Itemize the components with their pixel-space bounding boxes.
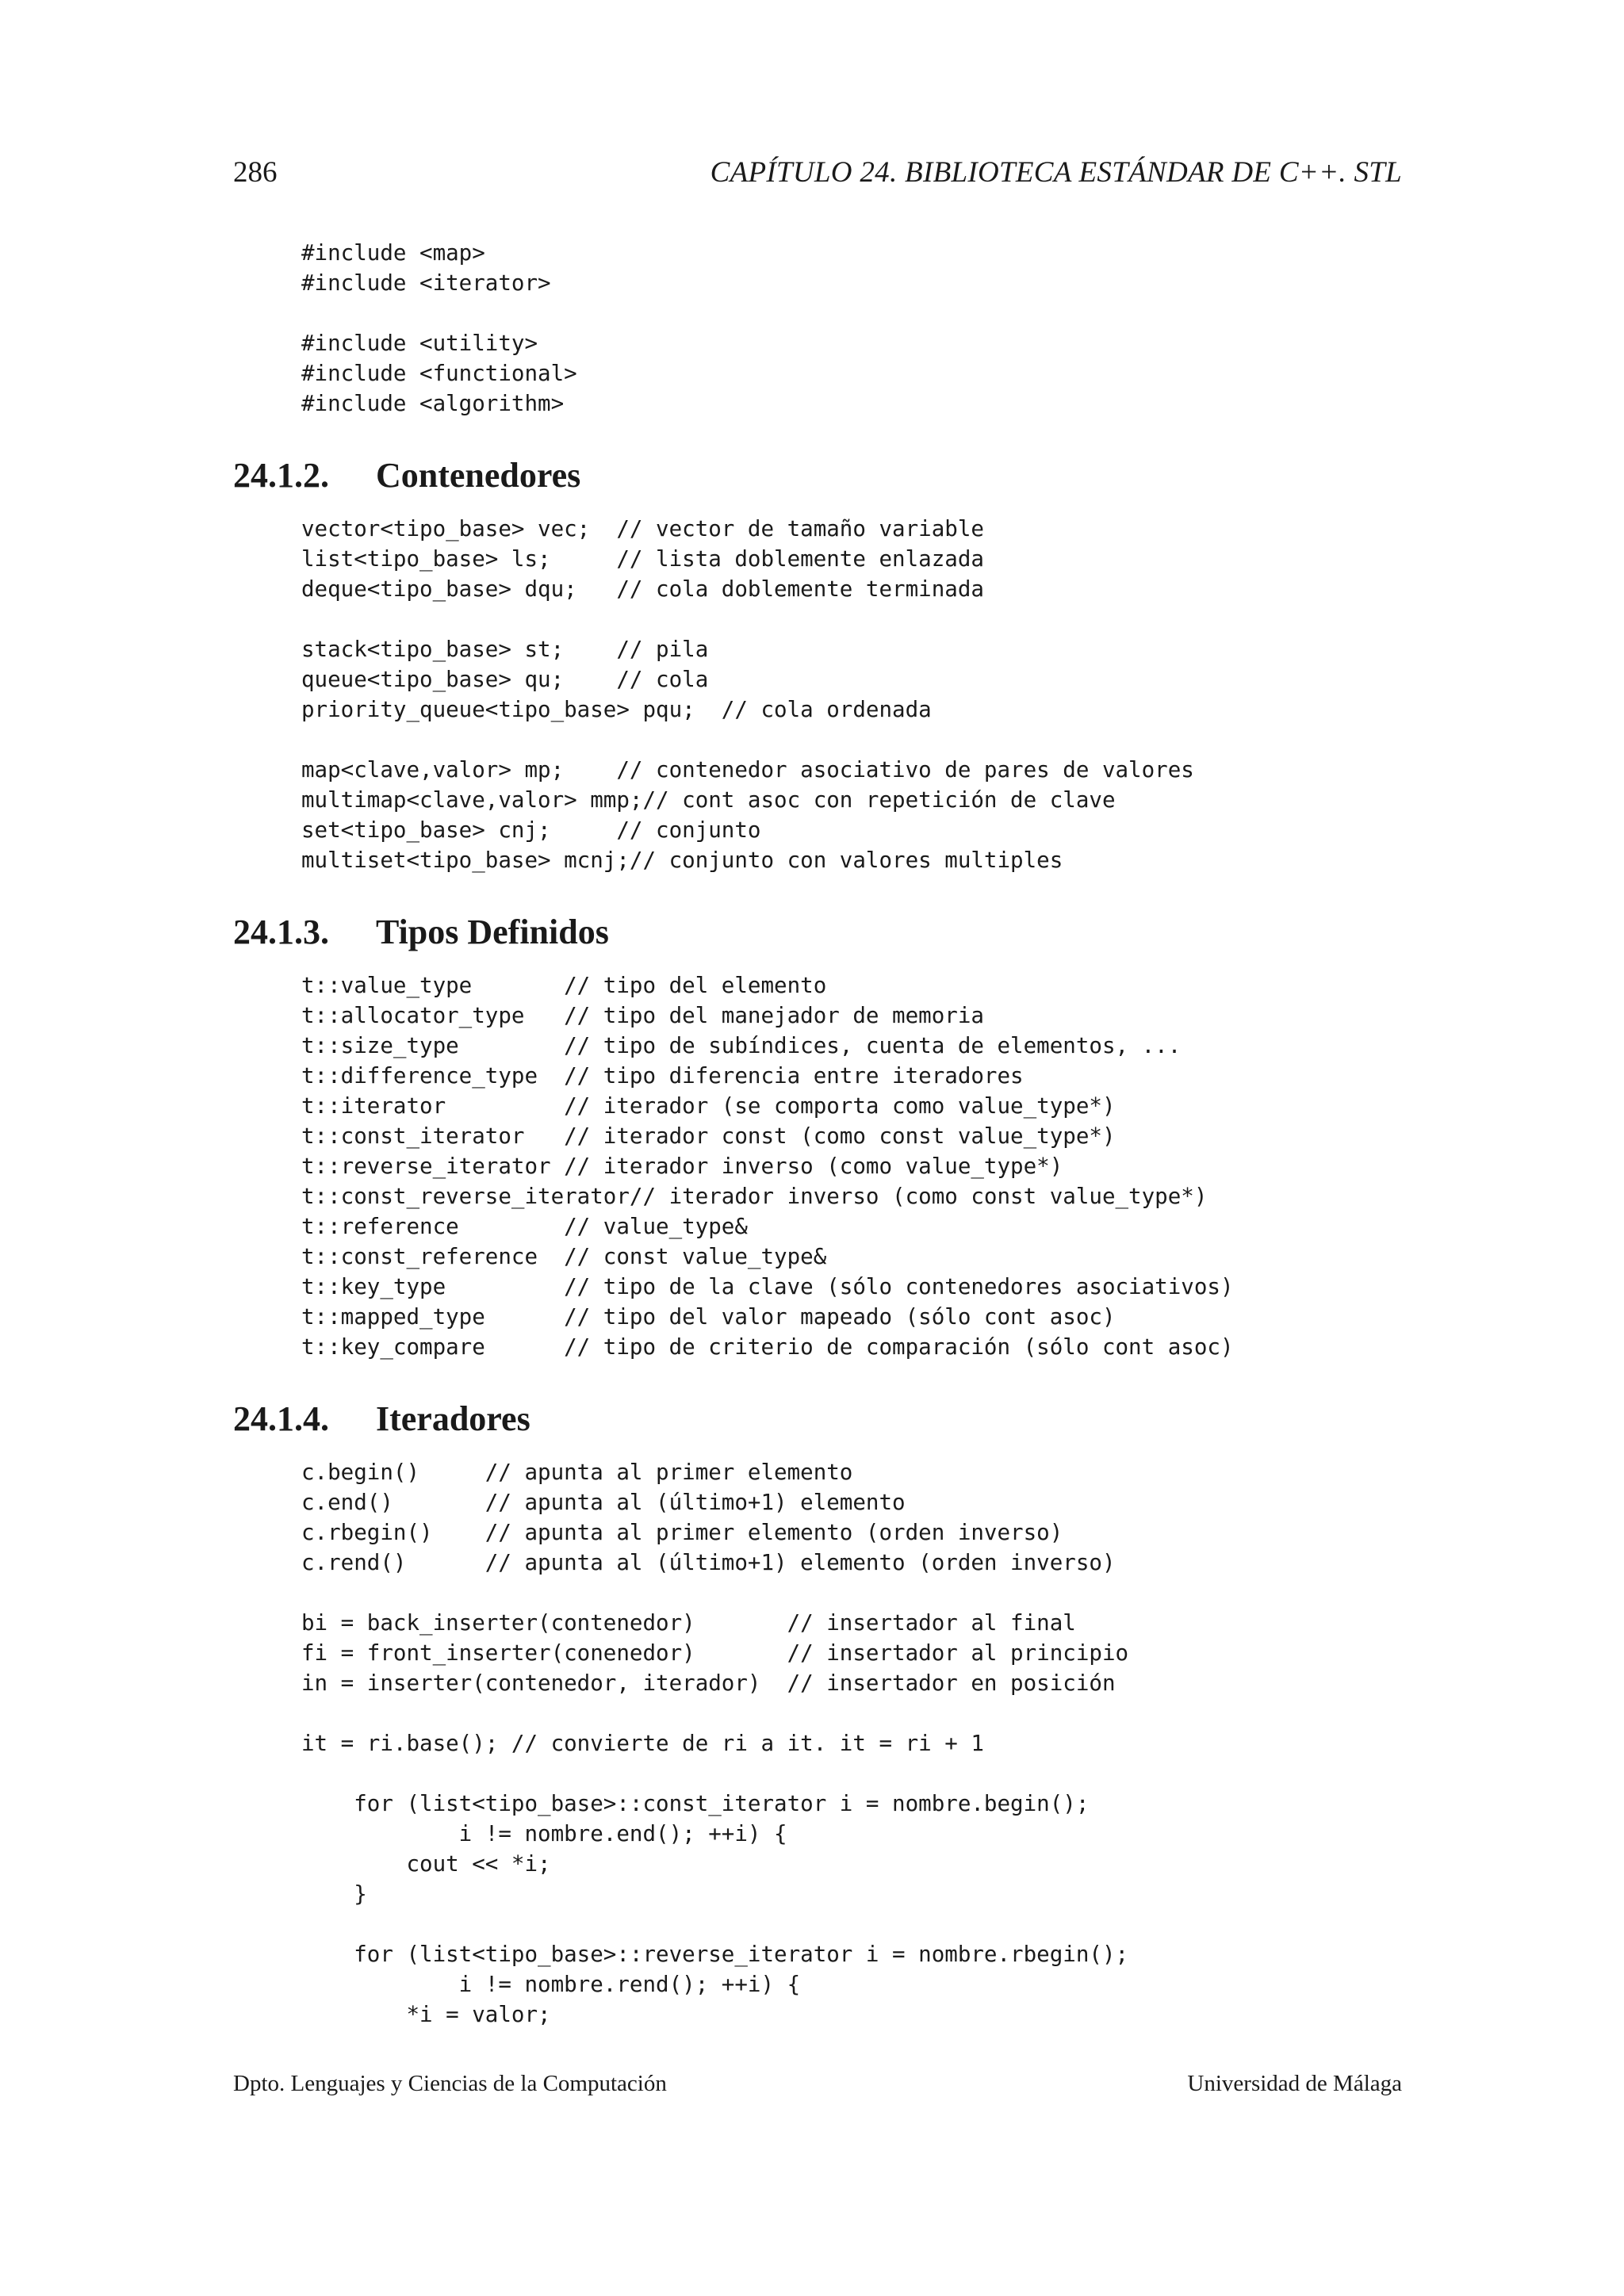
tipos-definidos-code-block: t::value_type // tipo del elemento t::allocator_type // tipo del manejador de memoria t::size_type // tipo de subíndices, cuenta de elementos, ... t::difference_type // tipo diferencia entre iteradores t::iterator // iterador (se comporta como value_type*) t::const_iterator // iterador const (como const value_type*) t::reverse_iterator // iterador inverso (como value_type*) t::const_reverse_iterator// iterador inverso (como const value_type*) t::reference // value_type& t::const_reference // const value_type& t::key_type // tipo de la clave (sólo contenedores asociativos) t::mapped_type // tipo del valor mapeado (sólo cont asoc) t::key_compare // tipo de criterio de comparación (sólo cont asoc) xyxy=(301,973,1234,1360)
page-number: 286 xyxy=(233,156,278,189)
contenedores-code-block: vector<tipo_base> vec; // vector de tamaño variable list<tipo_base> ls; // lista doblemente enlazada deque<tipo_base> dqu; // cola doblemente terminada stack<tipo_base> st; // pila queue<tipo_base> qu; // cola priority_queue<tipo_base> pqu; // cola ordenada map<clave,valor> mp; // contenedor asociativo de pares de valores multimap<clave,valor> mmp;// cont asoc con repetición de clave set<tipo_base> cnj; // conjunto multiset<tipo_base> mcnj;// conjunto con valores multiples xyxy=(301,516,1194,873)
section-title: Tipos Definidos xyxy=(376,913,609,951)
section-title: Contenedores xyxy=(376,456,581,495)
section-heading-contenedores xyxy=(233,456,580,496)
includes-code-block: #include <map> #include <iterator> #include <utility> #include <functional> #include <algorithm> xyxy=(301,240,577,416)
section-heading-tipos-definidos xyxy=(233,913,609,952)
chapter-title: CAPÍTULO 24. BIBLIOTECA ESTÁNDAR DE C++. STL xyxy=(710,156,1402,189)
page-header xyxy=(233,155,1402,195)
footer-university: Universidad de Málaga xyxy=(1187,2071,1402,2096)
section-title: Iteradores xyxy=(376,1399,530,1438)
section-number: 24.1.3. xyxy=(233,913,329,951)
iteradores-code-block: c.begin() // apunta al primer elemento c.end() // apunta al (último+1) elemento c.rbegin() // apunta al primer elemento (orden inverso) c.rend() // apunta al (último+1) elemento (orden inverso) bi = back_inserter(contenedor) // insertador al final fi = front_inserter(conenedor) // insertador al principio in = inserter(contenedor, iterador) // insertador en posición it = ri.base(); // convierte de ri a it. it = ri + 1 for (list<tipo_base>::const_iterator i = nombre.begin(); i != nombre.end(); ++i) { cout << *i; } for (list<tipo_base>::reverse_iterator i = nombre.rbegin(); i != nombre.rend(); ++i) { *i = valor; xyxy=(301,1460,1129,2027)
footer-department: Dpto. Lenguajes y Ciencias de la Computación xyxy=(233,2071,667,2096)
section-heading-iteradores xyxy=(233,1399,530,1439)
section-number: 24.1.2. xyxy=(233,456,329,495)
section-number: 24.1.4. xyxy=(233,1399,329,1438)
page-footer xyxy=(233,2071,1402,2103)
